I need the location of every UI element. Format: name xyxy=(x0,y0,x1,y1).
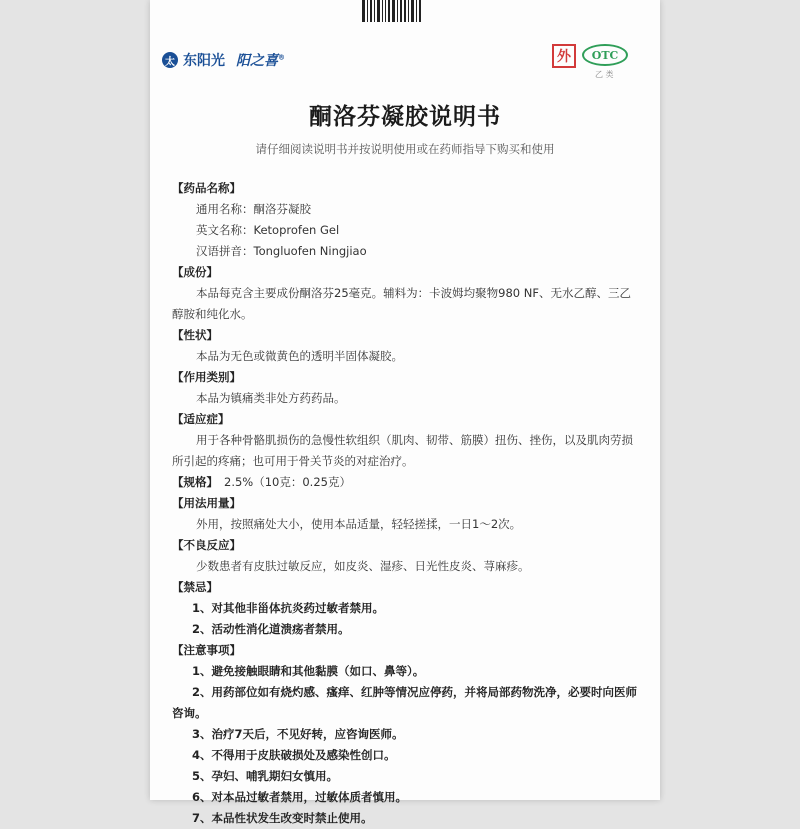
section-dosage xyxy=(172,493,638,535)
section-contraindications xyxy=(172,577,638,640)
brand-name-1: 东阳光 xyxy=(183,53,225,69)
section-description xyxy=(172,325,638,367)
precaution-item-continued: 咨询。 xyxy=(172,706,207,720)
barcode xyxy=(362,0,421,22)
heading-description: 【性状】 xyxy=(172,328,218,342)
precaution-item: 4、不得用于皮肤破损处及感染性创口。 xyxy=(192,748,396,762)
external-use-badge: 外 xyxy=(552,44,576,68)
document-subtitle: 请仔细阅读说明书并按说明使用或在药师指导下购买和使用 xyxy=(255,142,555,156)
spec-text: 2.5%（10克：0.25克） xyxy=(224,475,351,489)
heading-indications: 【适应症】 xyxy=(172,412,230,426)
pinyin-name: 汉语拼音：Tongluofen Ningjiao xyxy=(196,244,367,258)
precaution-item: 5、孕妇、哺乳期妇女慎用。 xyxy=(192,769,339,783)
document-title: 酮洛芬凝胶说明书 xyxy=(309,104,501,130)
section-precautions xyxy=(172,640,638,829)
description-text: 本品为无色或微黄色的透明半固体凝胶。 xyxy=(196,349,403,363)
heading-drug-name: 【药品名称】 xyxy=(172,181,241,195)
english-name: 英文名称：Ketoprofen Gel xyxy=(196,223,340,237)
precaution-item: 1、避免接触眼睛和其他黏膜（如口、鼻等）。 xyxy=(192,664,425,678)
brand-logo-icon: 太 xyxy=(162,52,178,68)
brand-name-2: 阳之喜® xyxy=(236,53,285,69)
contraindication-item: 1、对其他非甾体抗炎药过敏者禁用。 xyxy=(192,601,384,615)
heading-spec: 【规格】 xyxy=(172,475,218,489)
section-category xyxy=(172,367,638,409)
indications-text: 用于各种骨骼肌损伤的急慢性软组织（肌肉、韧带、筋膜）扭伤、挫伤，以及肌肉劳损所引起的疼痛；也可用于骨关节炎的对症治疗。 xyxy=(172,433,633,468)
section-adverse xyxy=(172,535,638,577)
heading-category: 【作用类别】 xyxy=(172,370,241,384)
section-composition xyxy=(172,262,638,325)
heading-dosage: 【用法用量】 xyxy=(172,496,241,510)
leaflet-sheet xyxy=(150,0,660,825)
generic-name: 通用名称：酮洛芬凝胶 xyxy=(196,202,311,216)
section-indications xyxy=(172,409,638,472)
otc-badge: OTC xyxy=(582,44,628,66)
adverse-text: 少数患者有皮肤过敏反应，如皮炎、湿疹、日光性皮炎、荨麻疹。 xyxy=(196,559,530,573)
category-text: 本品为镇痛类非处方药药品。 xyxy=(196,391,346,405)
contraindication-item: 2、活动性消化道溃疡者禁用。 xyxy=(192,622,350,636)
dosage-text: 外用，按照痛处大小，使用本品适量，轻轻搓揉，一日1～2次。 xyxy=(196,517,522,531)
composition-text: 本品每克含主要成份酮洛芬25毫克。辅料为：卡波姆均聚物980 NF、无水乙醇、三乙醇胺和纯化水。 xyxy=(172,286,631,321)
precaution-item: 6、对本品过敏者禁用，过敏体质者慎用。 xyxy=(192,790,407,804)
section-spec xyxy=(172,472,638,493)
section-drug-name xyxy=(172,178,638,262)
brand-logo-block xyxy=(162,50,285,70)
heading-contraindications: 【禁忌】 xyxy=(172,580,218,594)
precaution-item: 2、用药部位如有烧灼感、瘙痒、红肿等情况应停药，并将局部药物洗净，必要时向医师 xyxy=(192,685,637,699)
leaflet-content xyxy=(172,178,638,829)
heading-adverse: 【不良反应】 xyxy=(172,538,241,552)
otc-class-label: 乙 类 xyxy=(595,70,614,79)
precaution-item: 7、本品性状发生改变时禁止使用。 xyxy=(192,811,373,825)
heading-precautions: 【注意事项】 xyxy=(172,643,241,657)
heading-composition: 【成份】 xyxy=(172,265,218,279)
precaution-item: 3、治疗7天后，不见好转，应咨询医师。 xyxy=(192,727,404,741)
